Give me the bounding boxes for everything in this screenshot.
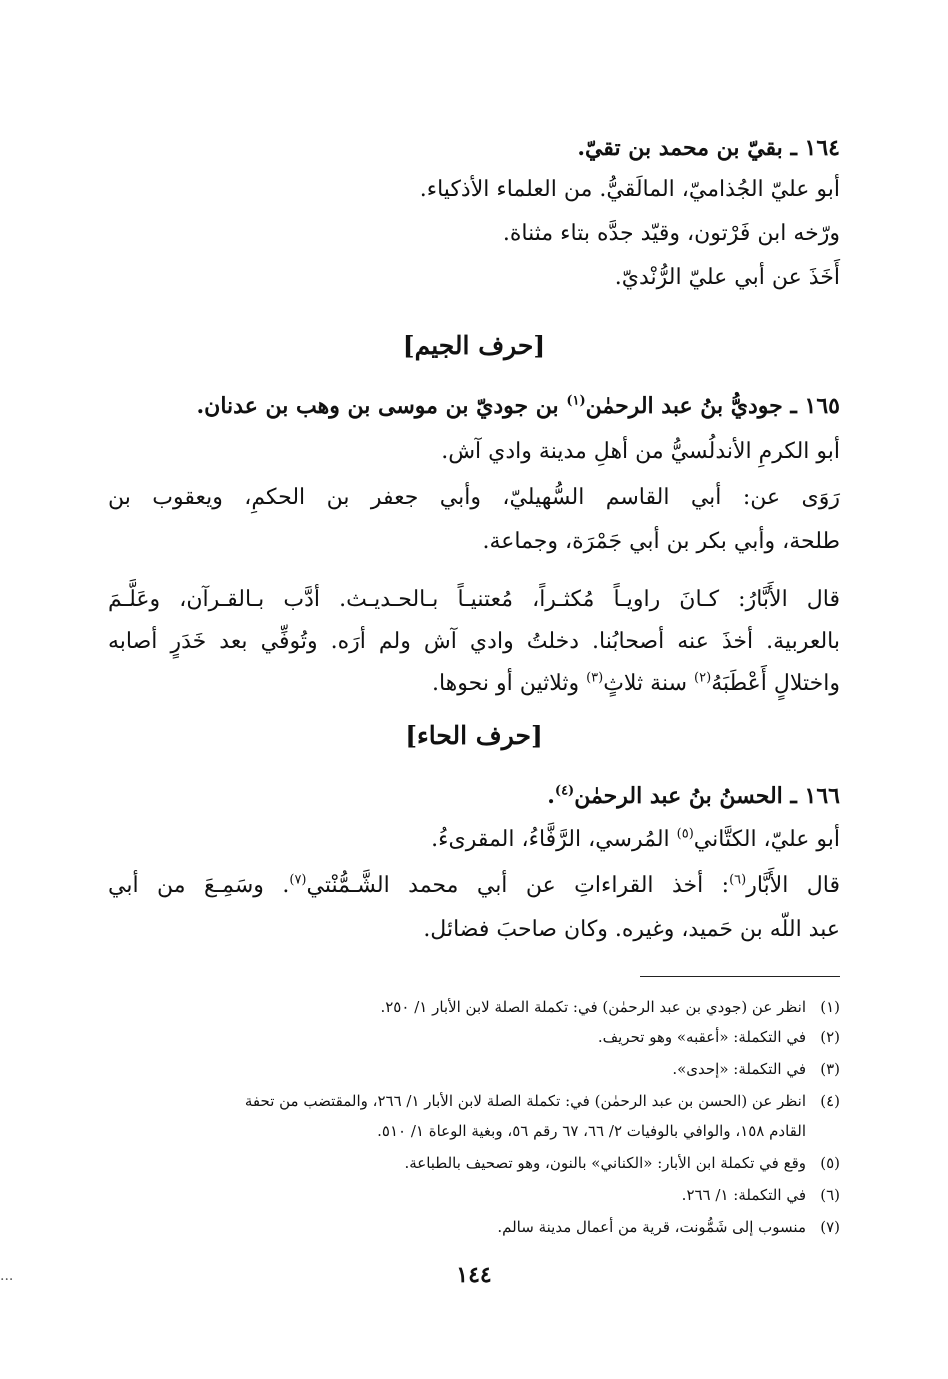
line-text: واختلالٍ أَعْطَبَهُ (711, 671, 840, 696)
footnote-text: منسوب إلى شَمُّونت، قرية من أعمال مدينة سالم. (497, 1218, 806, 1236)
footnote-text: في التكملة: «إحدى». (672, 1060, 806, 1078)
line-text: سنة ثلاثٍ (603, 671, 695, 696)
footnote-text: القادم ١٥٨، والوافي بالوفيات ٢/ ٦٦، ٦٧ رقم ٥٦، وبغية الوعاة ١/ ٥١٠. (377, 1122, 806, 1140)
footnote (108, 1058, 840, 1080)
footnote (108, 996, 840, 1018)
entry-166-line: عبد اللّه بن حَميد، وغيره. وكان صاحبَ فضائل. (423, 917, 840, 942)
entry-165-line: بالعربية. أخذَ عنه أصحابُنا. دخلتُ وادي آش ولم أرَه. وتُوفِّي بعد خَدَرٍ أصابه (108, 629, 840, 654)
book-page (108, 0, 840, 1379)
section-heading-ha: [حرف الحاء] (405, 721, 543, 750)
footnote-text: انظر عن (جودي بن عبد الرحمٰن) في: تكملة الصلة لابن الأبار ١/ ٢٥٠. (380, 998, 806, 1016)
footnote-continuation (108, 1120, 840, 1142)
footnote (108, 1090, 840, 1112)
entry-165-title (108, 386, 840, 426)
footnote-ref: (٥) (676, 826, 694, 842)
entry-title-text: بن جوديّ بن موسى بن وهب بن عدنان. (196, 393, 567, 419)
entry-166-line (108, 866, 840, 906)
footnote-text: في التكملة: ١/ ٢٦٦. (681, 1186, 806, 1204)
entry-165-line: أبو الكرمِ الأندلُسيُّ من أهلِ مدينة وادي آش. (441, 439, 840, 464)
footnote-ref: (٧) (289, 872, 307, 888)
entry-164-line: أَخَذَ عن أبي عليّ الرُّنْديّ. (614, 265, 840, 290)
line-text: أبو عليّ، الكتَّاني (693, 827, 840, 852)
line-text: قال الأَبَّار (746, 873, 840, 898)
entry-title-text: ١٦٦ ـ الحسنُ بنُ عبد الرحمٰن (574, 783, 840, 809)
footnote (108, 1216, 840, 1238)
footnote-ref: (١) (566, 393, 586, 409)
line-text: : أخذ القراءاتِ عن أبي محمد الشَّـمُّنْتي (306, 873, 730, 898)
footnote-text: في التكملة: «أعقبه» وهو تحريف. (597, 1028, 806, 1046)
footnote-number: (١) (820, 998, 840, 1016)
footnote-text: وقع في تكملة ابن الأبار: «الكناني» بالنون، وهو تصحيف بالطباعة. (404, 1154, 806, 1172)
entry-164-line: ورّخه ابن فَرْتون، وقيّد جدَّه بتاء مثناة. (502, 221, 840, 246)
footnote-ref: (٣) (586, 670, 604, 686)
footnote-number: (٣) (820, 1060, 840, 1078)
footnote-ref: (٦) (729, 872, 747, 888)
footnote-text: انظر عن (الحسن بن عبد الرحمٰن) في: تكملة الصلة لابن الأبار ١/ ٢٦٦، والمقتضب من تحفة (244, 1092, 806, 1110)
footnote-divider (640, 976, 840, 977)
footnote-number: (٢) (820, 1028, 840, 1046)
footnote-number: (٧) (820, 1218, 840, 1236)
line-text: المُرسي، الرَّفَّاءُ، المقرىءُ. (431, 827, 677, 852)
footnote (108, 1026, 840, 1048)
edge-marks: ... (0, 1268, 14, 1284)
footnote-number: (٤) (820, 1092, 840, 1110)
line-text: وثلاثين أو نحوها. (431, 671, 587, 696)
entry-165-line: قال الأَبَّارُ: كـانَ راويـاً مُكثـراً، مُعتنيـاً بـالحـديـث. أدَّب بـالقـرآن، وعَلَّـمَ (108, 587, 840, 612)
entry-title-text: . (547, 783, 555, 809)
entry-165-line: طلحة، وأبي بكر بن أبي جَمْرَة، وجماعة. (482, 529, 840, 554)
footnote-ref: (٢) (694, 670, 712, 686)
line-text: . وسَمِـعَ من أبي (108, 873, 290, 898)
entry-164-title: ١٦٤ ـ بقيّ بن محمد بن تقيّ. (577, 135, 840, 161)
entry-166-line (108, 820, 840, 860)
entry-166-title (108, 776, 840, 816)
entry-title-text: ١٦٥ ـ جوديُّ بنُ عبد الرحمٰن (585, 393, 840, 419)
section-heading-jim: [حرف الجيم] (402, 331, 546, 360)
footnote-number: (٥) (820, 1154, 840, 1172)
footnote-ref: (٤) (554, 783, 575, 799)
footnote (108, 1152, 840, 1174)
footnote (108, 1184, 840, 1206)
entry-165-line: رَوَى عن: أبي القاسم السُّهيليّ، وأبي جعفر بن الحكمِ، ويعقوب بن (108, 485, 841, 510)
entry-165-line (108, 664, 840, 704)
entry-164-line: أبو عليّ الجُذاميّ، المالَقيُّ. من العلماء الأذكياء. (419, 177, 840, 202)
footnote-number: (٦) (820, 1186, 840, 1204)
page-number: ١٤٤ (456, 1262, 492, 1288)
